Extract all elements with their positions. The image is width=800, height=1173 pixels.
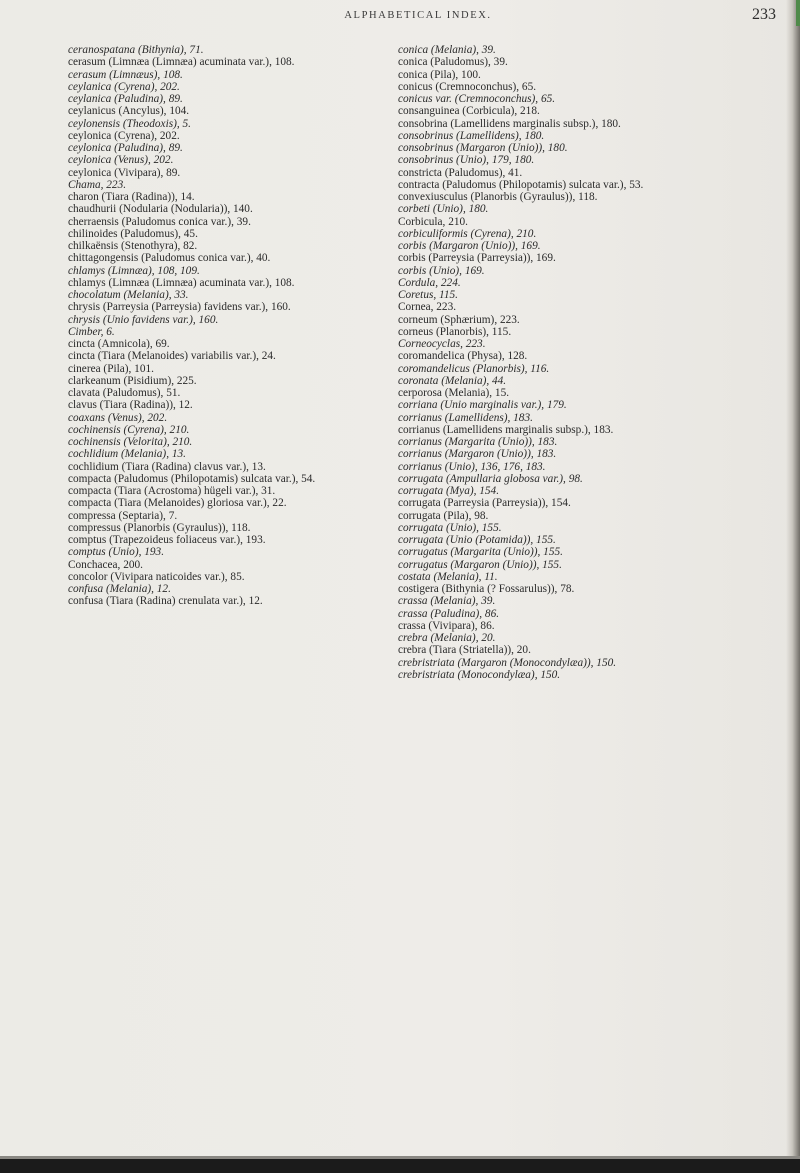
- index-entry: corrugata (Ampullaria globosa var.), 98.: [398, 472, 583, 485]
- running-title: ALPHABETICAL INDEX.: [344, 10, 492, 21]
- index-entry: compressa (Septaria), 7.: [68, 509, 178, 522]
- index-entry: chrysis (Parreysia (Parreysia) favidens var.), 160.: [68, 301, 291, 314]
- index-entry: corbiculiformis (Cyrena), 210.: [398, 227, 537, 240]
- index-entry: coaxans (Venus), 202.: [68, 411, 168, 424]
- index-entry: corrugata (Unio), 155.: [398, 521, 502, 534]
- index-column-left: [68, 44, 398, 608]
- index-entry: conicus var. (Cremnoconchus), 65.: [398, 93, 556, 105]
- index-entry: Corbicula, 210.: [398, 215, 468, 228]
- index-entry: ceylonica (Venus), 202.: [68, 154, 174, 167]
- index-entry: corrianus (Margarita (Unio)), 183.: [398, 436, 558, 448]
- index-entry: cochinensis (Velorita), 210.: [68, 436, 193, 448]
- index-entry: clavata (Paludomus), 51.: [68, 387, 181, 399]
- index-entry: compacta (Tiara (Acrostoma) hügeli var.), 31.: [68, 485, 276, 497]
- index-entry: Cordula, 224.: [398, 276, 461, 289]
- index-entry: cerporosa (Melania), 15.: [398, 387, 510, 399]
- index-entry: Coretus, 115.: [398, 289, 458, 301]
- index-entry: crassa (Paludina), 86.: [398, 607, 500, 620]
- index-entry: cherraensis (Paludomus conica var.), 39.: [68, 215, 251, 228]
- index-entry: charon (Tiara (Radina)), 14.: [68, 191, 195, 203]
- index-entry: chittagongensis (Paludomus conica var.), 40.: [68, 252, 271, 265]
- index-entry: corrugata (Parreysia (Parreysia)), 154.: [398, 497, 571, 510]
- index-entry: costigera (Bithynia (? Fossarulus)), 78.: [398, 583, 575, 595]
- index-entry: coromandelica (Physa), 128.: [398, 350, 528, 363]
- index-entry: corbis (Parreysia (Parreysia)), 169.: [398, 252, 556, 265]
- index-entry: consobrinus (Unio), 179, 180.: [398, 154, 535, 167]
- index-entry: conica (Pila), 100.: [398, 68, 481, 81]
- index-entry: cerasum (Limnæus), 108.: [68, 68, 183, 81]
- index-entry: cinerea (Pila), 101.: [68, 362, 154, 375]
- index-entry: crassa (Melania), 39.: [398, 595, 496, 608]
- index-entry: clavus (Tiara (Radina)), 12.: [68, 399, 193, 412]
- index-entry: comptus (Unio), 193.: [68, 546, 165, 559]
- index-entry: corrugatus (Margaron (Unio)), 155.: [398, 558, 562, 571]
- index-entry: ceylonica (Vivipara), 89.: [68, 166, 181, 179]
- index-entry: comptus (Trapezoideus foliaceus var.), 193.: [68, 534, 266, 546]
- index-entry: corbeti (Unio), 180.: [398, 203, 489, 216]
- index-entry: corbis (Unio), 169.: [398, 264, 485, 277]
- index-entry: cochlidium (Tiara (Radina) clavus var.), 13.: [68, 460, 266, 473]
- index-entry: Chama, 223.: [68, 178, 127, 191]
- index-entry: ceylanica (Cyrena), 202.: [68, 80, 180, 93]
- index-entry: consanguinea (Corbicula), 218.: [398, 105, 540, 118]
- page-number: 233: [752, 6, 776, 23]
- index-entry: chaudhurii (Nodularia (Nodularia)), 140.: [68, 203, 253, 216]
- index-entry: corrugata (Pila), 98.: [398, 509, 489, 522]
- page-edge: [786, 0, 800, 1173]
- index-entry: ceylonensis (Theodoxis), 5.: [68, 117, 191, 130]
- index-entry: concolor (Vivipara naticoides var.), 85.: [68, 570, 245, 583]
- index-entry: corbis (Margaron (Unio)), 169.: [398, 240, 541, 252]
- index-entry: ceylanicus (Ancylus), 104.: [68, 105, 190, 118]
- index-entry: corneum (Sphærium), 223.: [398, 313, 520, 326]
- index-entry: conicus (Cremnoconchus), 65.: [398, 80, 537, 93]
- index-entry: contracta (Paludomus (Philopotamis) sulcata var.), 53.: [398, 178, 644, 191]
- index-entry: conica (Paludomus), 39.: [398, 56, 508, 69]
- index-entry: costata (Melania), 11.: [398, 570, 498, 583]
- index-entry: cochinensis (Cyrena), 210.: [68, 423, 190, 436]
- index-entry: consobrinus (Lamellidens), 180.: [398, 129, 545, 142]
- index-entry: crebristriata (Monocondylæa), 150.: [398, 668, 561, 681]
- index-entry: ceylanica (Paludina), 89.: [68, 93, 183, 105]
- index-entry: corrianus (Lamellidens), 183.: [398, 411, 533, 424]
- index-entry: Corneocyclas, 223.: [398, 338, 486, 350]
- index-entry: consobrinus (Margaron (Unio)), 180.: [398, 142, 568, 154]
- index-entry: corrugata (Mya), 154.: [398, 485, 500, 497]
- index-entry: corneus (Planorbis), 115.: [398, 325, 512, 338]
- index-entry: confusa (Melania), 12.: [68, 583, 171, 595]
- scan-border: [0, 1159, 800, 1173]
- index-entry: crebra (Melania), 20.: [398, 632, 496, 644]
- index-entry: crebristriata (Margaron (Monocondylæa)), 150.: [398, 656, 617, 669]
- index-entry: crassa (Vivipara), 86.: [398, 619, 495, 632]
- index-entry: corriana (Unio marginalis var.), 179.: [398, 399, 567, 412]
- index-entry: consobrina (Lamellidens marginalis subsp.), 180.: [398, 117, 621, 130]
- index-entry: crebra (Tiara (Striatella)), 20.: [398, 644, 531, 657]
- index-entry: compacta (Tiara (Melanoides) gloriosa var.), 22.: [68, 497, 287, 510]
- index-entry: cincta (Tiara (Melanoides) variabilis var.), 24.: [68, 350, 276, 363]
- index-entry: clarkeanum (Pisidium), 225.: [68, 374, 197, 387]
- index-entry: chrysis (Unio favidens var.), 160.: [68, 313, 219, 326]
- index-entry: compacta (Paludomus (Philopotamis) sulcata var.), 54.: [68, 472, 316, 485]
- index-entry: chlamys (Limnæa), 108, 109.: [68, 264, 200, 277]
- index-entry: Cimber, 6.: [68, 325, 115, 338]
- index-entry: corrugatus (Margarita (Unio)), 155.: [398, 546, 563, 559]
- index-entry: Conchacea, 200.: [68, 558, 143, 571]
- index-entry: corrianus (Unio), 136, 176, 183.: [398, 460, 546, 473]
- index-entry: coromandelicus (Planorbis), 116.: [398, 362, 550, 375]
- index-entry: convexiusculus (Planorbis (Gyraulus)), 118.: [398, 191, 598, 203]
- index-entry: chocolatum (Melania), 33.: [68, 289, 189, 301]
- index-column-right: [398, 44, 728, 681]
- index-entry: compressus (Planorbis (Gyraulus)), 118.: [68, 521, 251, 534]
- index-entry: ceranospatana (Bithynia), 71.: [68, 44, 204, 56]
- index-entry: constricta (Paludomus), 41.: [398, 166, 523, 179]
- index-entry: cochlidium (Melania), 13.: [68, 448, 186, 461]
- index-entry: ceylonica (Paludina), 89.: [68, 142, 183, 154]
- index-entry: cerasum (Limnæa (Limnæa) acuminata var.), 108.: [68, 56, 295, 69]
- index-entry: cincta (Amnicola), 69.: [68, 338, 170, 350]
- index-entry: corrianus (Lamellidens marginalis subsp.), 183.: [398, 423, 614, 436]
- index-entry: chilkaënsis (Stenothyra), 82.: [68, 240, 198, 252]
- index-entry: chilinoides (Paludomus), 45.: [68, 227, 198, 240]
- index-entry: ceylonica (Cyrena), 202.: [68, 129, 180, 142]
- index-entry: coronata (Melania), 44.: [398, 374, 507, 387]
- index-entry: Cornea, 223.: [398, 301, 457, 314]
- index-entry: conica (Melania), 39.: [398, 44, 496, 56]
- index-entry: corrianus (Margaron (Unio)), 183.: [398, 448, 557, 461]
- index-entry: confusa (Tiara (Radina) crenulata var.), 12.: [68, 595, 263, 608]
- index-entry: corrugata (Unio (Potamida)), 155.: [398, 534, 556, 546]
- edge-marker: [796, 0, 800, 26]
- index-entry: chlamys (Limnæa (Limnæa) acuminata var.), 108.: [68, 276, 295, 289]
